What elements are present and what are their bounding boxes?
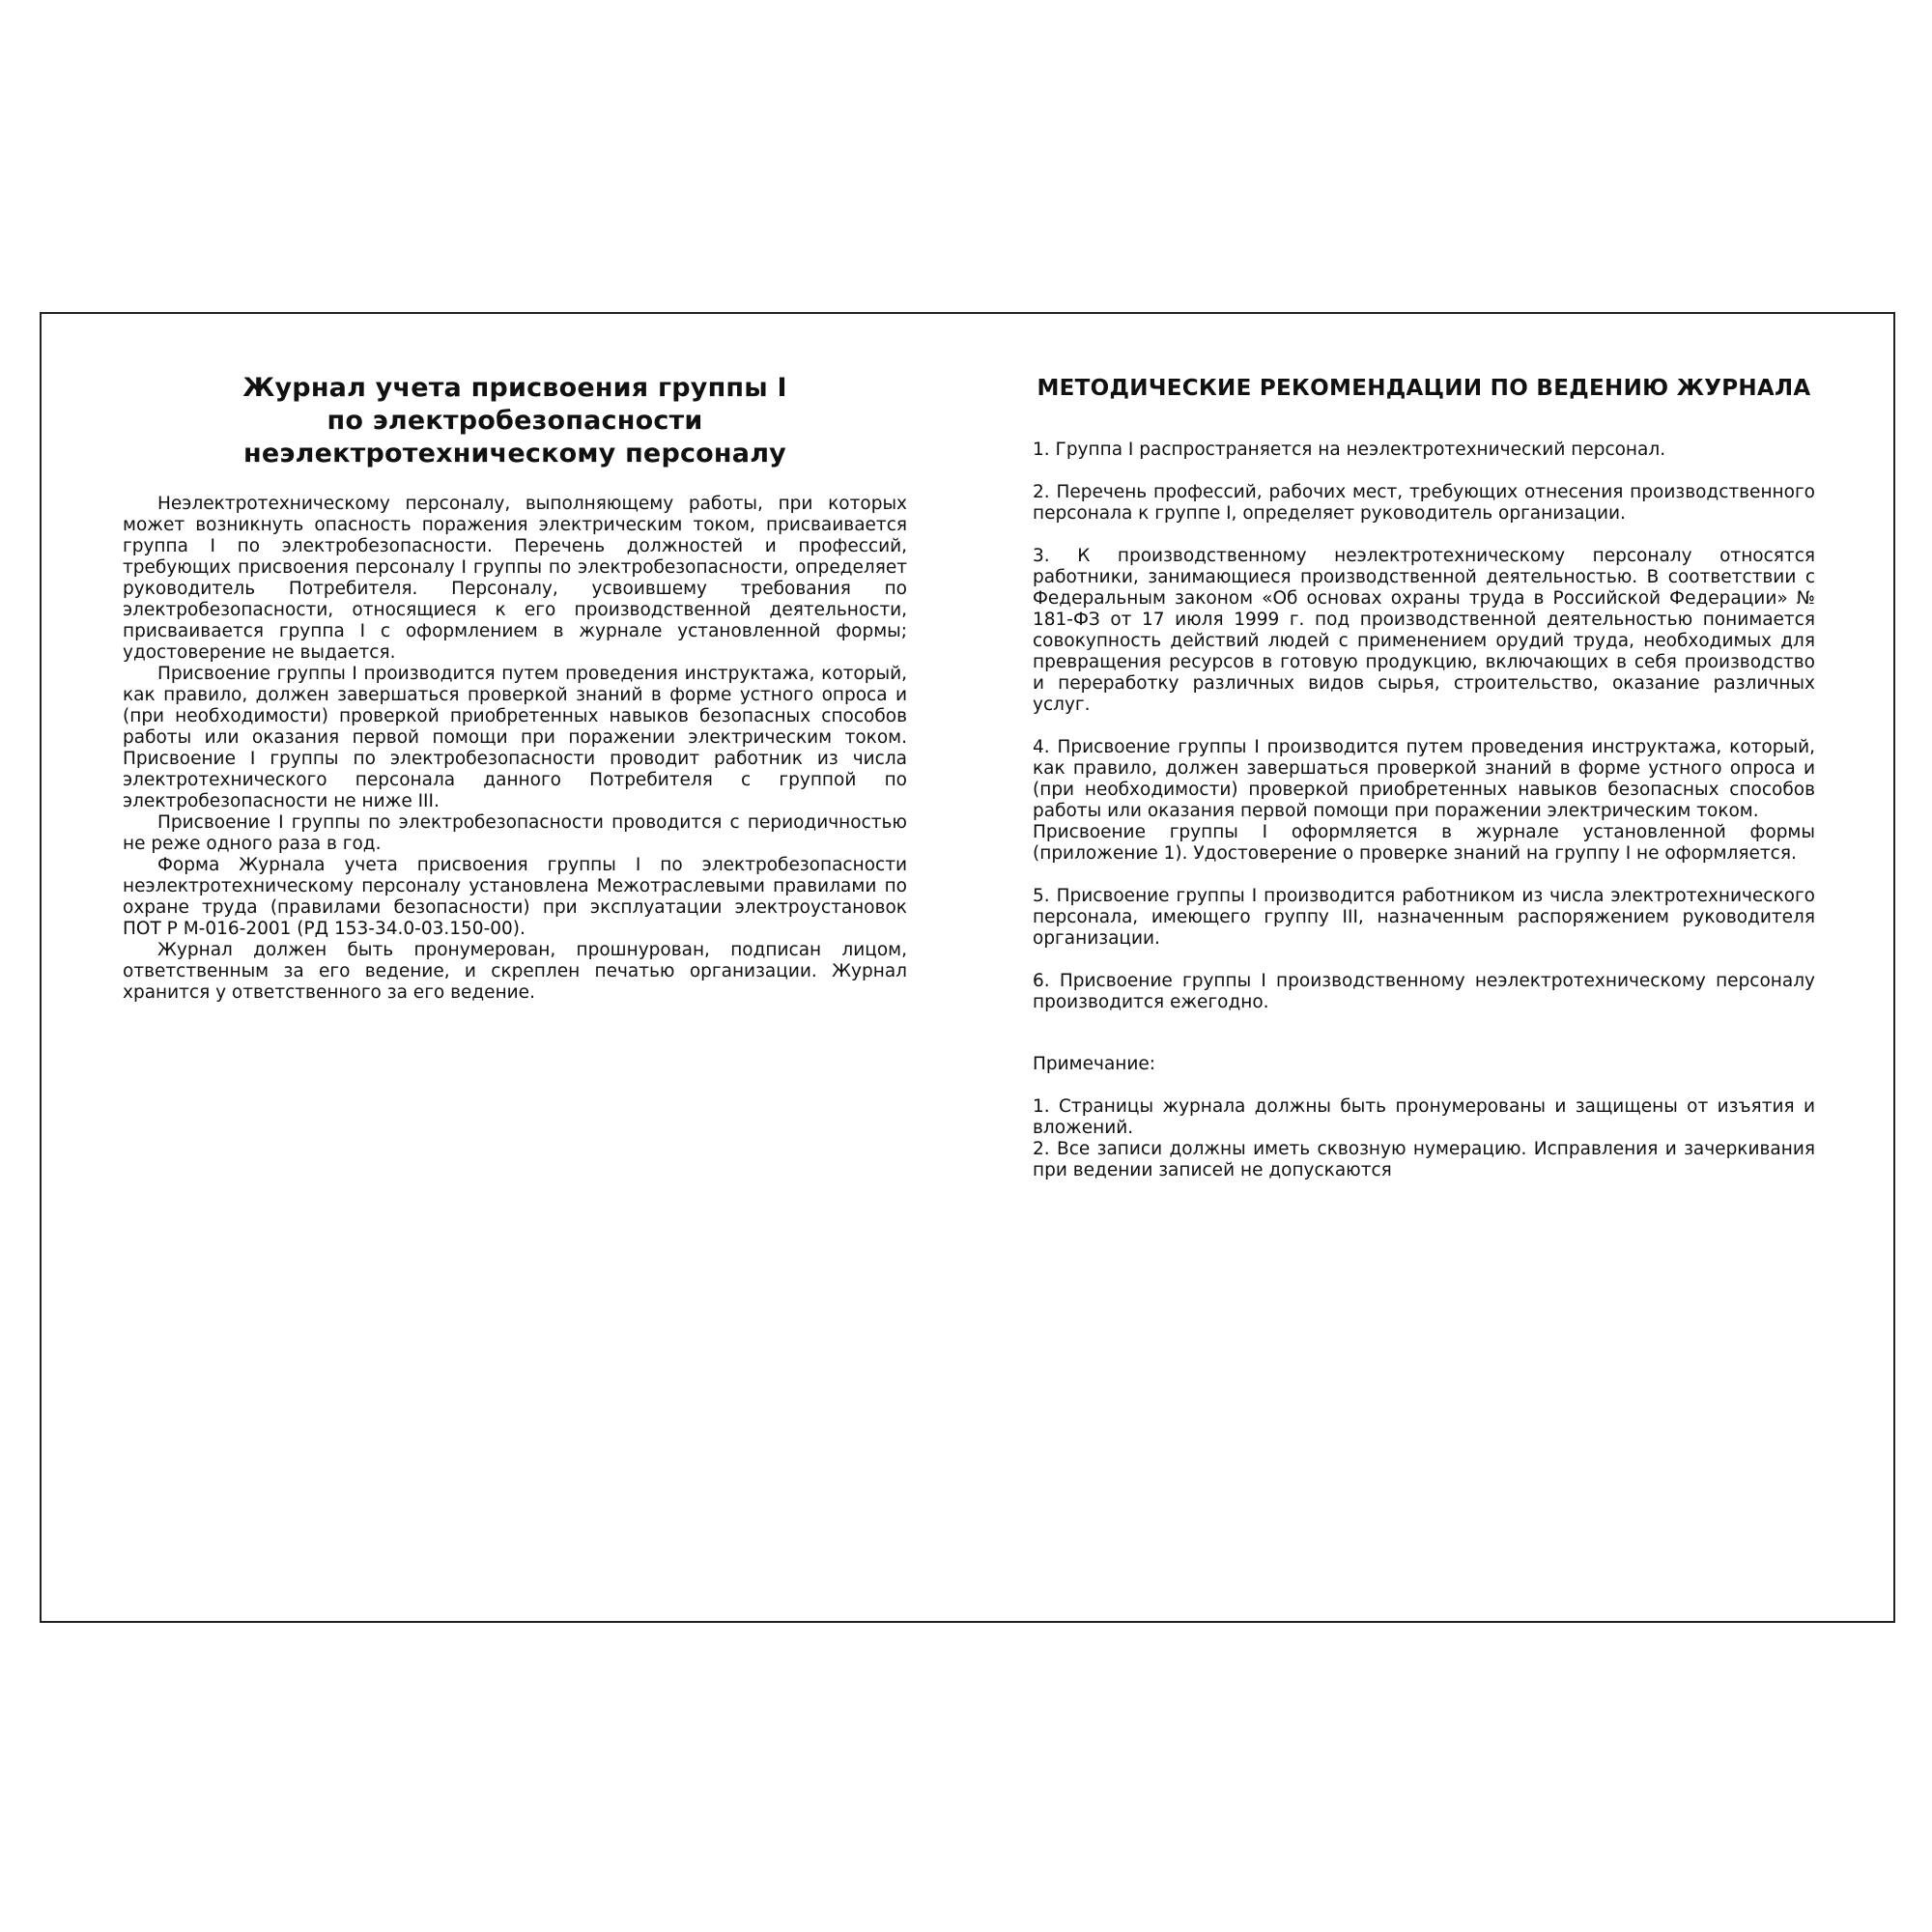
note-item: 2. Все записи должны иметь сквозную нумерацию. Исправления и зачеркивания при ведении записей не допускаются [1033,1139,1815,1180]
note-heading: Примечание: [1033,1054,1156,1074]
right-page [1033,372,1815,1181]
recommendation-item: 2. Перечень профессий, рабочих мест, требующих отнесения производственного персонала к группе I, определяет руководитель организации. [1033,482,1815,524]
note-item: 1. Страницы журнала должны быть пронумерованы и защищены от изъятия и вложений. [1033,1096,1815,1138]
recommendation-item: 6. Присвоение группы I производственному неэлектротехническому персоналу производится ежегодно. [1033,971,1815,1012]
left-page [123,372,907,1004]
intro-paragraph: Присвоение группы I производится путем проведения инструктажа, который, как правило, должен завершаться проверкой знаний в форме устного опроса и (при необходимости) проверкой приобретенных навыков безопасных способов работы или оказания первой помощи при поражении электрическим током. Присвоение I группы по электробезопасности проводит работник из числа электротехнического персонала данного Потребителя с группой по электробезопасности не ниже III. [123,664,907,811]
journal-title-line: неэлектротехническому персоналу [243,439,786,469]
recommendation-item: 4. Присвоение группы I производится путем проведения инструктажа, который, как правило, должен завершаться проверкой знаний в форме устного опроса и (при необходимости) проверкой приобретенных навыков безопасных способов работы или оказания первой помощи при поражении электрическим током. [1033,737,1815,821]
recommendation-item: 5. Присвоение группы I производится работником из числа электротехнического персонала, имеющего группу III, назначенным распоряжением руководителя организации. [1033,886,1815,949]
recommendation-item: Присвоение группы I оформляется в журнале установленной формы (приложение 1). Удостоверение о проверке знаний на группу I не оформляется. [1033,822,1815,864]
journal-title [123,372,907,470]
intro-paragraph: Присвоение I группы по электробезопасности проводится с периодичностью не реже одного раза в год. [123,812,907,854]
journal-spread [40,312,1895,1623]
recommendation-item: 1. Группа I распространяется на неэлектротехнический персонал. [1033,440,1666,460]
intro-paragraph: Форма Журнала учета присвоения группы I по электробезопасности неэлектротехническому персоналу установлена Межотраслевыми правилами по охране труда (правилами безопасности) при эксплуатации электроустановок ПОТ Р М-016-2001 (РД 153-34.0-03.150-00). [123,855,907,939]
recommendation-item: 3. К производственному неэлектротехническому персоналу относятся работники, занимающиеся производственной деятельностью. В соответствии с Федеральным законом «Об основах охраны труда в Российской Федерации» № 181-ФЗ от 17 июля 1999 г. под производственной деятельностью понимается совокупность действий людей с применением орудий труда, необходимых для превращения ресурсов в готовую продукцию, включающих в себя производство и переработку различных видов сырья, строительство, оказание различных услуг. [1033,546,1815,715]
journal-title-line: по электробезопасности [327,406,703,436]
recommendations-title: МЕТОДИЧЕСКИЕ РЕКОМЕНДАЦИИ ПО ВЕДЕНИЮ ЖУРНАЛА [1037,376,1811,401]
intro-paragraph: Журнал должен быть пронумерован, прошнурован, подписан лицом, ответственным за его ведение, и скреплен печатью организации. Журнал хранится у ответственного за его ведение. [123,940,907,1003]
journal-title-line: Журнал учета присвоения группы I [242,373,787,403]
intro-paragraph: Неэлектротехническому персоналу, выполняющему работы, при которых может возникнуть опасность поражения электрическим током, присваивается группа I по электробезопасности. Перечень должностей и профессий, требующих присвоения персоналу I группы по электробезопасности, определяет руководитель Потребителя. Персоналу, усвоившему требования по электробезопасности, относящиеся к его производственной деятельности, присваивается группа I с оформлением в журнале установленной формы; удостоверение не выдается. [123,494,907,663]
